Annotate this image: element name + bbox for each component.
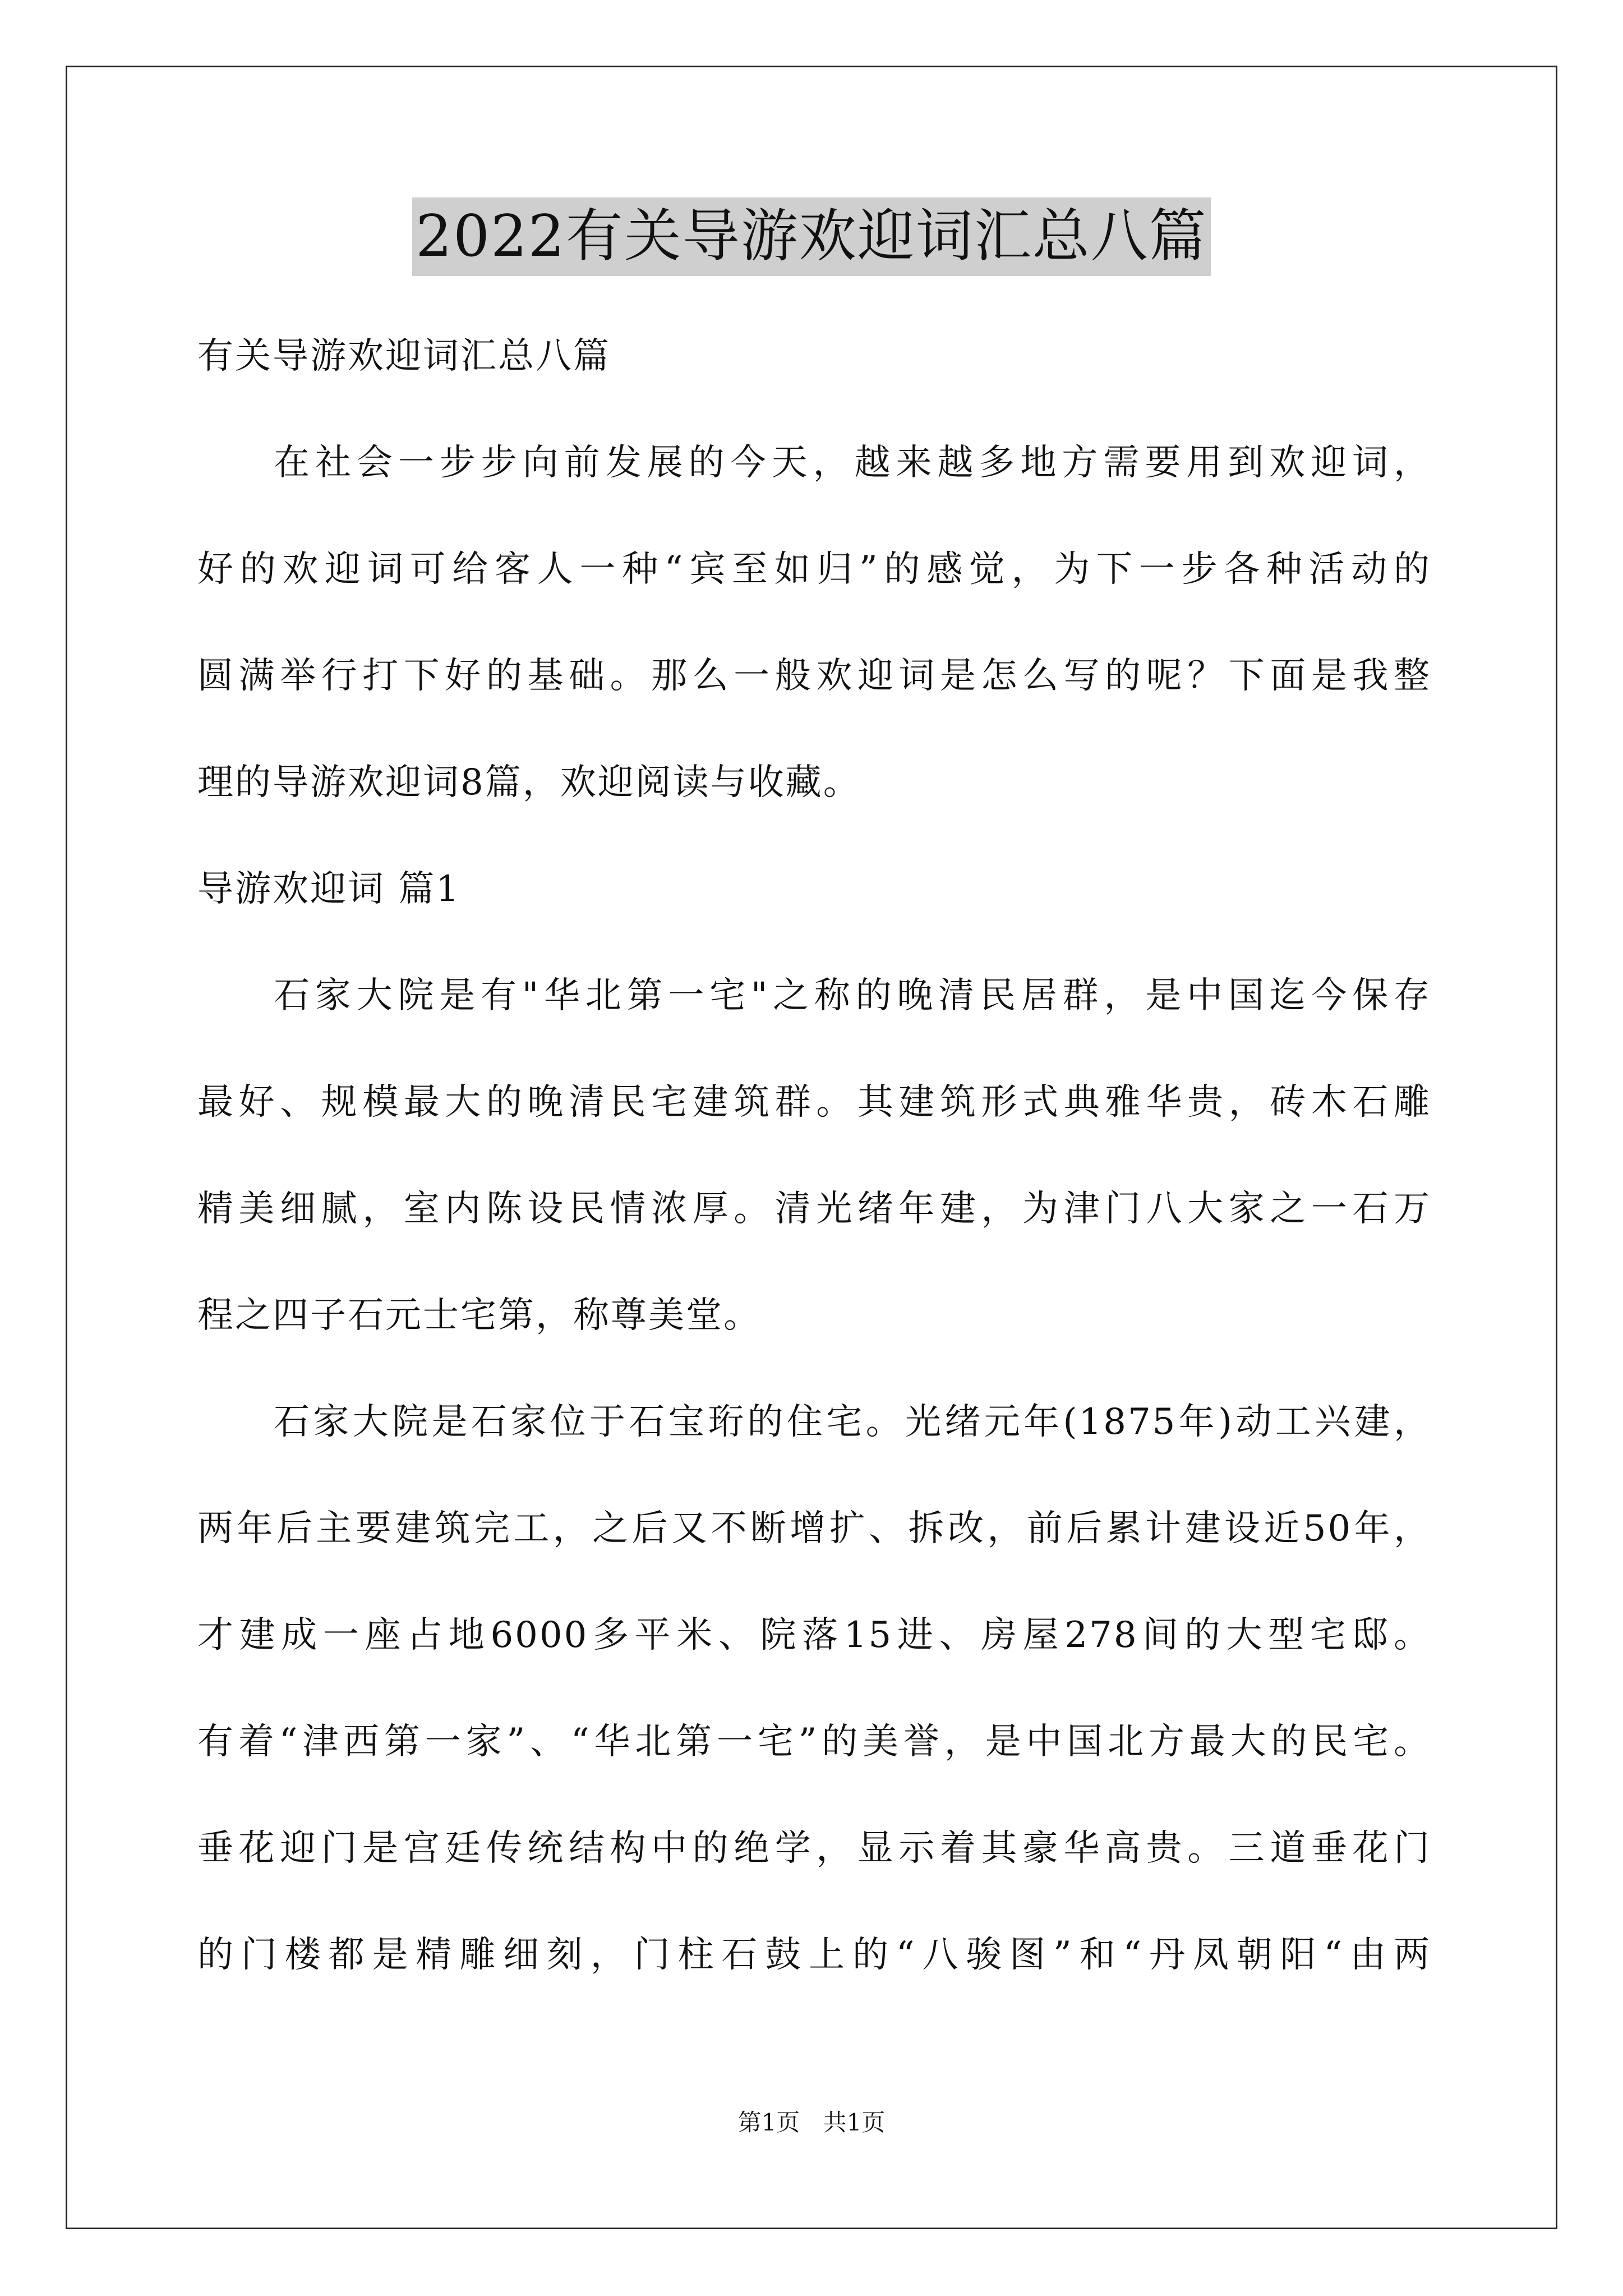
section-heading: 导游欢迎词 篇1 [197, 868, 461, 910]
paragraph-line: 最好、规模最大的晚清民宅建筑群。其建筑形式典雅华贵，砖木石雕 [197, 1082, 1431, 1123]
paragraph-line: 在社会一步步向前发展的今天，越来越多地方需要用到欢迎词， [274, 442, 1431, 484]
paragraph-line: 理的导游欢迎词8篇，欢迎阅读与收藏。 [197, 762, 861, 803]
subtitle-line: 有关导游欢迎词汇总八篇 [197, 335, 611, 377]
paragraph-line: 两年后主要建筑完工，之后又不断增扩、拆改，前后累计建设近50年， [197, 1508, 1431, 1549]
document-title: 2022有关导游欢迎词汇总八篇 [412, 197, 1211, 276]
paragraph-line: 精美细腻，室内陈设民情浓厚。清光绪年建，为津门八大家之一石万 [197, 1188, 1431, 1230]
paragraph-line: 程之四子石元士宅第，称尊美堂。 [197, 1295, 761, 1336]
page-footer [0, 2106, 1623, 2139]
document-body [197, 303, 1431, 2008]
title-container [0, 197, 1623, 276]
paragraph-line: 石家大院是石家位于石宝珩的住宅。光绪元年(1875年)动工兴建， [274, 1401, 1431, 1443]
paragraph-line: 垂花迎门是宫廷传统结构中的绝学，显示着其豪华高贵。三道垂花门 [197, 1828, 1431, 1869]
paragraph-line: 的门楼都是精雕细刻，门柱石鼓上的“八骏图”和“丹凤朝阳“由两 [197, 1934, 1431, 1976]
paragraph-line: 圆满举行打下好的基础。那么一般欢迎词是怎么写的呢？下面是我整 [197, 655, 1431, 697]
paragraph-line: 有着“津西第一家”、“华北第一宅”的美誉，是中国北方最大的民宅。 [197, 1721, 1431, 1763]
paragraph-line: 好的欢迎词可给客人一种“宾至如归”的感觉，为下一步各种活动的 [197, 549, 1431, 590]
paragraph-line: 石家大院是有"华北第一宅"之称的晚清民居群，是中国迄今保存 [274, 975, 1431, 1016]
page-number: 第1页 [737, 2109, 800, 2136]
page-total: 共1页 [823, 2109, 886, 2136]
paragraph-line: 才建成一座占地6000多平米、院落15进、房屋278间的大型宅邸。 [197, 1614, 1431, 1656]
